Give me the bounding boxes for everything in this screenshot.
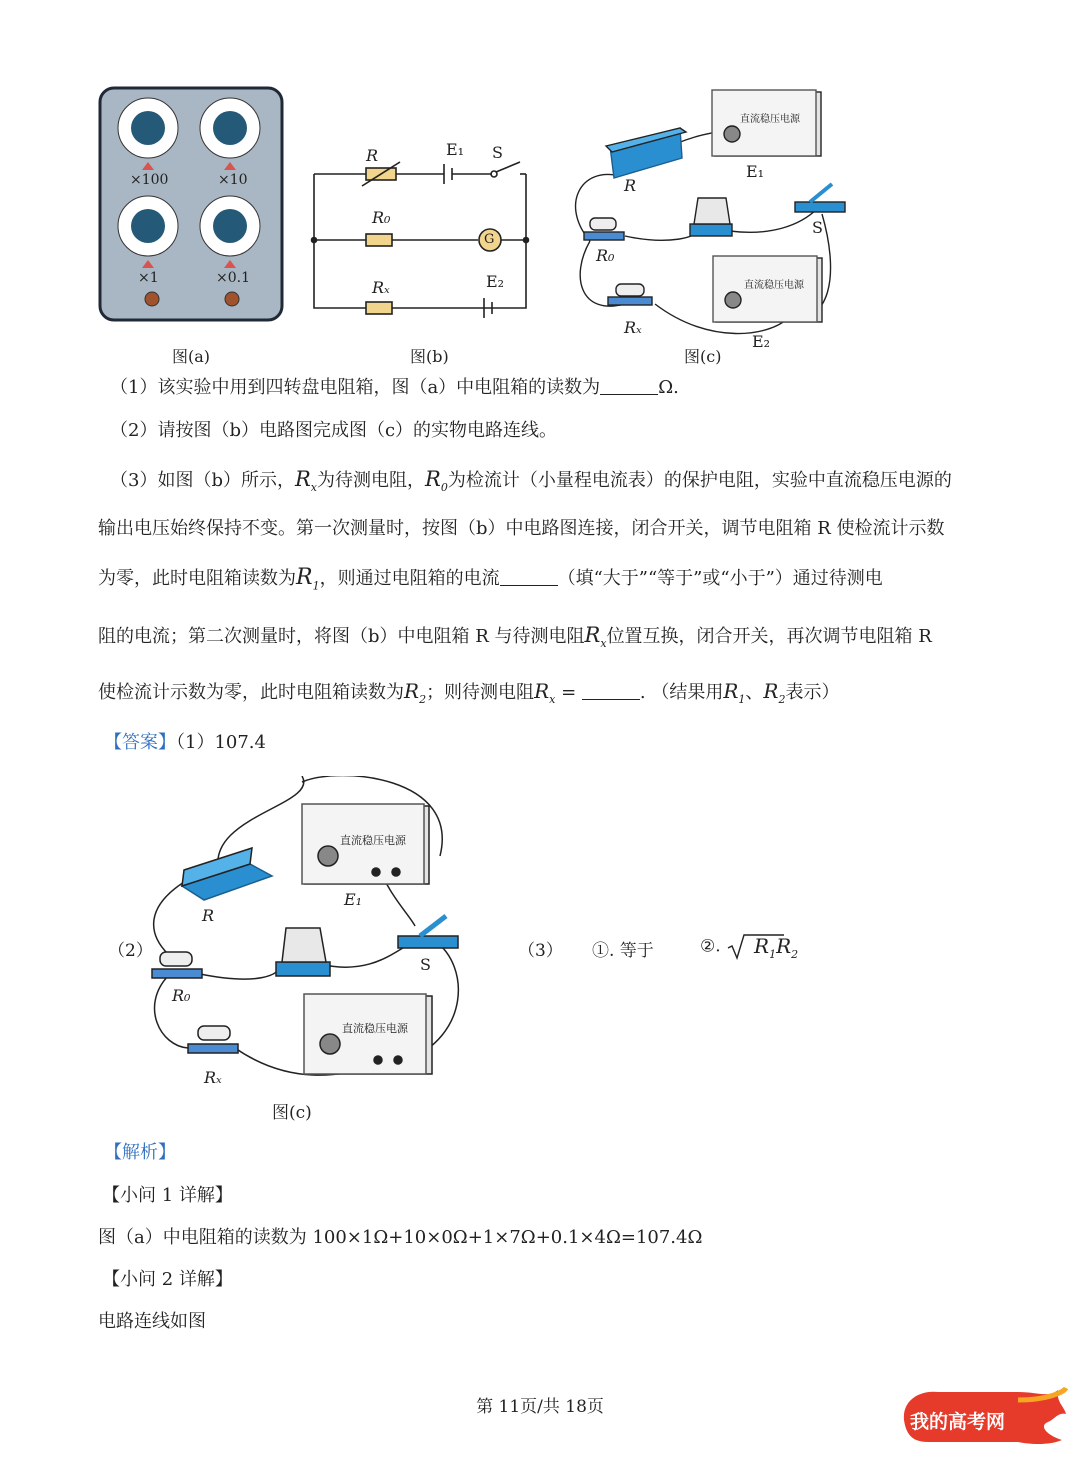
answer-device-label-s: S — [420, 955, 431, 974]
circuit-label-g: G — [484, 232, 495, 247]
figure-a-resistance-box — [96, 84, 288, 324]
circuit-label-rx: Rₓ — [372, 278, 390, 297]
device-label-r0: R₀ — [596, 246, 615, 265]
device-label-rx: Rₓ — [624, 318, 642, 337]
power-supply-label-1: 直流稳压电源 — [740, 114, 800, 125]
analysis-tag: 【解析】 — [104, 1142, 176, 1163]
question-1: （1）该实验中用到四转盘电阻箱，图（a）中电阻箱的读数为 Ω. — [110, 377, 679, 398]
sqrt-expression: $R_1R_2$ — [754, 934, 799, 961]
answer-3-label: （3） — [518, 941, 563, 961]
figure-a-caption: 图(a) — [172, 347, 211, 366]
page-footer: 第 11页/共 18页 — [476, 1397, 604, 1417]
power-supply-label-2: 直流稳压电源 — [744, 280, 804, 291]
analysis-sub-1-text: 图（a）中电阻箱的读数为 100×1Ω+10×0Ω+1×7Ω+0.1×4Ω=107.4Ω — [98, 1227, 703, 1248]
answer-2-label: （2） — [108, 941, 153, 961]
answer-device-label-e1: E₁ — [344, 890, 363, 909]
answer-device-label-r0: R₀ — [172, 986, 191, 1005]
device-label-s: S — [812, 218, 823, 237]
analysis-sub-1: 【小问 1 详解】 — [102, 1185, 233, 1206]
circuit-label-r: R — [366, 146, 379, 165]
analysis-sub-2: 【小问 2 详解】 — [102, 1269, 233, 1290]
analysis-sub-2-text: 电路连线如图 — [98, 1311, 206, 1332]
answer-device-label-r: R — [202, 906, 215, 925]
figure-c-caption: 图(c) — [684, 347, 722, 366]
answer-power-label-2: 直流稳压电源 — [342, 1022, 408, 1035]
figure-b-circuit — [306, 140, 536, 320]
watermark-text: 我的高考网 — [910, 1411, 1006, 1433]
device-label-r: R — [624, 176, 637, 195]
question-3-line-4: 阻的电流；第二次测量时，将图（b）中电阻箱 R 与待测电阻$R_x$位置互换，闭合开关，再次调节电阻箱 R — [98, 623, 932, 651]
dial-label-x0-1: ×0.1 — [216, 270, 250, 286]
device-label-e1: E₁ — [746, 162, 765, 181]
question-2: （2）请按图（b）电路图完成图（c）的实物电路连线。 — [110, 420, 558, 441]
dial-label-x10: ×10 — [218, 172, 248, 188]
figure-b-caption: 图(b) — [410, 347, 449, 366]
answer-line-1: 【答案】（1）107.4 — [104, 732, 266, 753]
answer-figure-c-wiring — [140, 776, 470, 1096]
circuit-label-e1: E₁ — [446, 140, 465, 159]
circuit-label-e2: E₂ — [486, 272, 505, 291]
device-label-e2: E₂ — [752, 332, 771, 351]
question-3-line-1: （3）如图（b）所示，$R_x$为待测电阻，$R_0$为检流计（小量程电流表）的保护电阻，实验中直流稳压电源的 — [110, 467, 952, 495]
question-3-line-5: 使检流计示数为零，此时电阻箱读数为$R_2$；则待测电阻$R_x$ = . （结果用$R_1$、$R_2$表示） — [98, 679, 840, 706]
answer-power-label-1: 直流稳压电源 — [340, 834, 406, 847]
dial-label-x1: ×1 — [138, 270, 159, 286]
circuit-label-s: S — [492, 143, 503, 162]
circuit-label-r0: R₀ — [372, 208, 391, 227]
answer-figure-c-caption: 图(c) — [272, 1103, 312, 1123]
answer-device-label-rx: Rₓ — [204, 1068, 222, 1087]
question-3-line-3: 为零，此时电阻箱读数为$R_1$，则通过电阻箱的电流 （填“大于”“等于”或“小于”）通过待测电 — [98, 565, 883, 593]
answer-3-part-1: ①. 等于 — [592, 941, 654, 961]
answer-3-part-2: ②. — [700, 932, 784, 962]
question-3-line-2: 输出电压始终保持不变。第一次测量时，按图（b）中电路图连接，闭合开关，调节电阻箱 R 使检流计示数 — [98, 518, 945, 539]
answer-tag: 【答案】 — [104, 732, 176, 753]
dial-label-x100: ×100 — [130, 172, 169, 188]
